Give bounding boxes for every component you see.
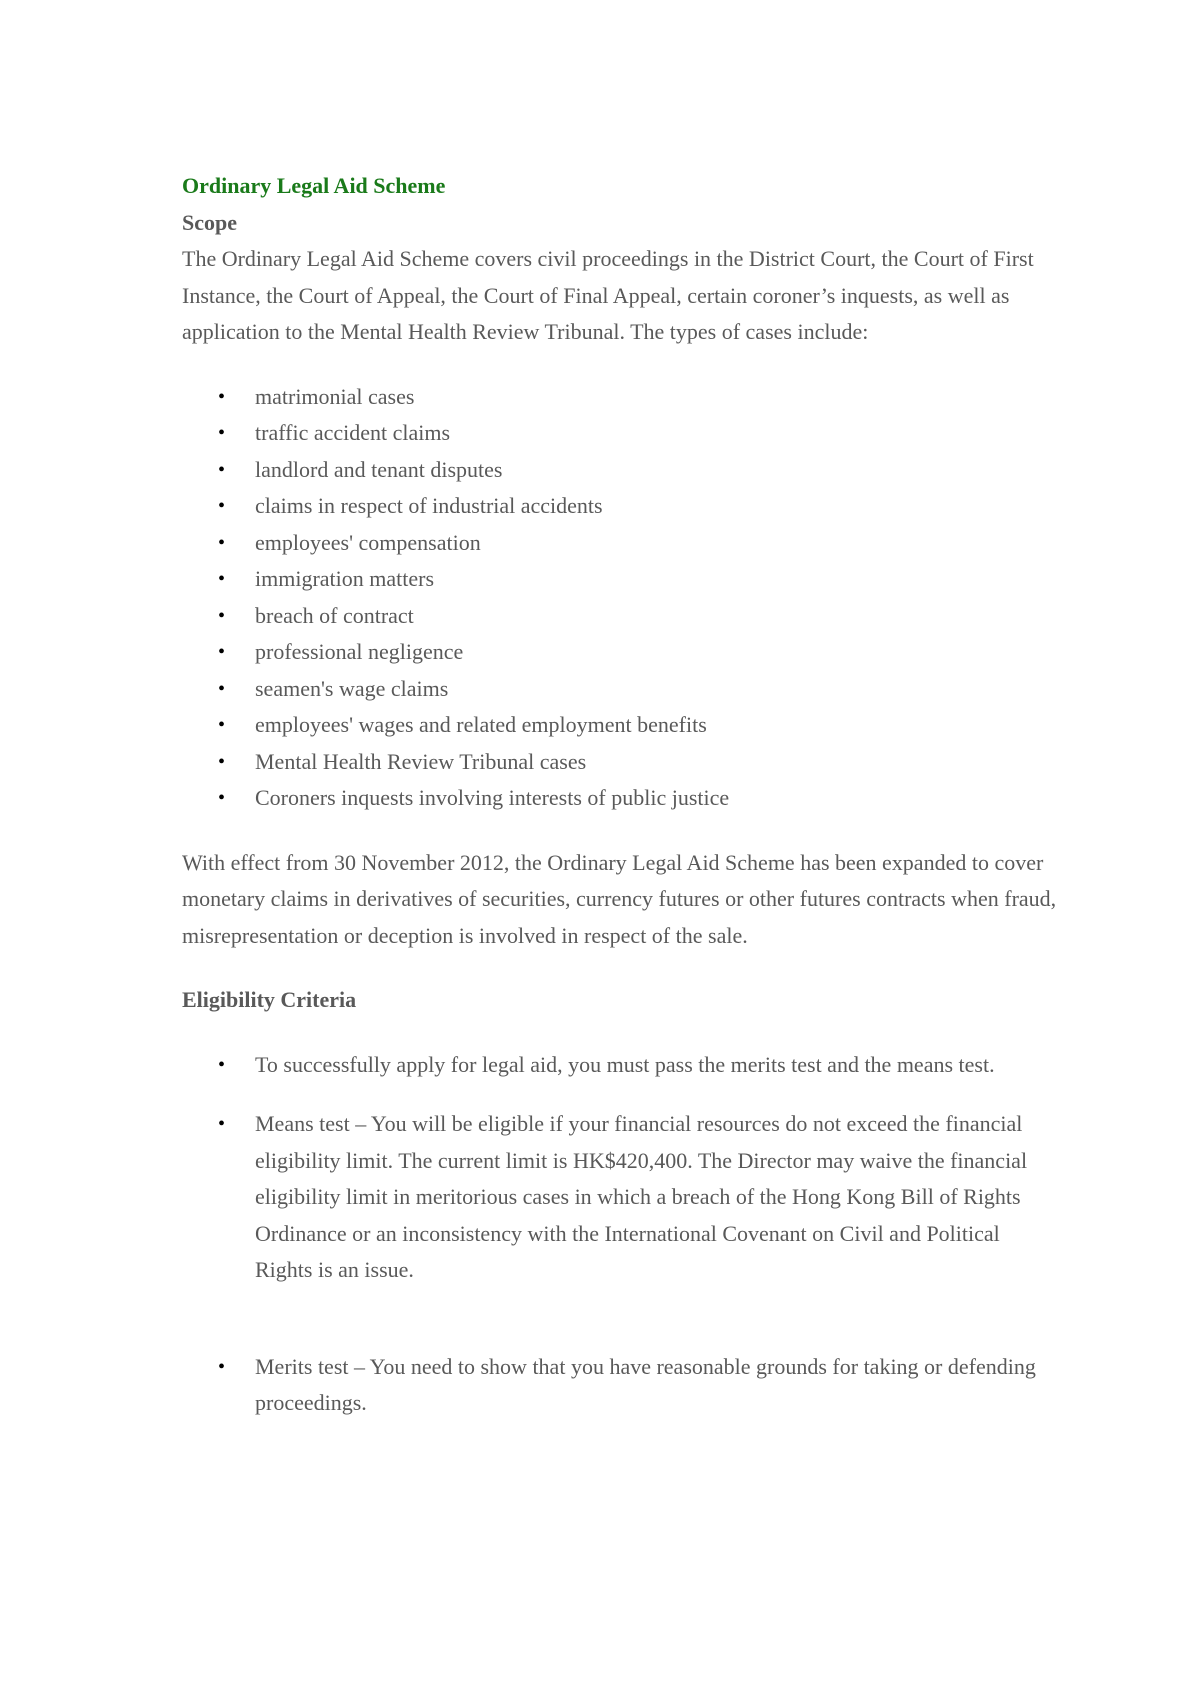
list-item-text: breach of contract (255, 602, 414, 628)
list-item-text: Mental Health Review Tribunal cases (255, 748, 587, 774)
bullet-icon: • (218, 568, 226, 590)
list-item (182, 1047, 1062, 1084)
eligibility-list (182, 1047, 1062, 1422)
list-item-text: professional negligence (255, 639, 464, 664)
bullet-icon: • (218, 677, 226, 700)
list-item (182, 415, 1062, 452)
bullet-icon: • (218, 641, 226, 663)
list-item-text: Merits test – You need to show that you have reasonable grounds for taking or defending proceedings. (255, 1353, 1036, 1415)
list-item (182, 561, 1062, 598)
bullet-icon: • (218, 604, 226, 627)
list-item-text: Means test – You will be eligible if your financial resources do not exceed the financial eligibility limit. The current limit is HK$420,400. The Director may waive the financial eligibility limit in meritorious cases in which a breach of the Hong Kong Bill of Rights Ordinance or an inconsistency with the International Covenant on Civil and Political Rights is an issue. (255, 1111, 1028, 1282)
bullet-icon: • (218, 531, 226, 554)
list-item (182, 452, 1062, 489)
list-item-text: To successfully apply for legal aid, you must pass the merits test and the means test. (255, 1051, 995, 1077)
bullet-icon: • (218, 1113, 226, 1135)
bullet-icon: • (218, 385, 226, 408)
case-types-list (182, 379, 1062, 817)
list-item-text: immigration matters (255, 566, 435, 591)
list-item-text: seamen's wage claims (255, 675, 449, 701)
list-item (182, 671, 1062, 708)
list-item-text: Coroners inquests involving interests of public justice (255, 785, 730, 810)
scope-paragraph: The Ordinary Legal Aid Scheme covers civil proceedings in the District Court, the Court of First Instance, the Court of Appeal, the Court of Final Appeal, certain coroner’s inquests, as well as application to the Mental Health Review Tribunal. The types of cases include: (182, 246, 1034, 344)
bullet-icon: • (218, 458, 226, 481)
list-item (182, 780, 1062, 817)
list-item-text: traffic accident claims (255, 420, 451, 445)
document-title: Ordinary Legal Aid Scheme (182, 173, 446, 198)
list-item (182, 525, 1062, 562)
bullet-icon: • (218, 714, 226, 736)
list-item (182, 488, 1062, 525)
eligibility-heading: Eligibility Criteria (182, 987, 357, 1012)
list-item (182, 744, 1062, 781)
list-item-text: employees' compensation (255, 529, 481, 555)
scope-heading: Scope (182, 209, 237, 235)
bullet-icon: • (218, 422, 226, 444)
list-item-text: employees' wages and related employment benefits (255, 712, 707, 737)
bullet-icon: • (218, 1355, 226, 1378)
list-item-text: claims in respect of industrial accidents (255, 493, 603, 518)
list-item-text: matrimonial cases (255, 383, 415, 409)
list-item (182, 634, 1062, 671)
list-item (182, 1349, 1062, 1422)
list-item-text: landlord and tenant disputes (255, 456, 503, 482)
expansion-paragraph: With effect from 30 November 2012, the Ordinary Legal Aid Scheme has been expanded to cover monetary claims in derivatives of securities, currency futures or other futures contracts when fraud, misrepresentation or deception is involved in respect of the sale. (182, 849, 1057, 948)
list-item (182, 598, 1062, 635)
bullet-icon: • (218, 750, 226, 773)
list-item (182, 379, 1062, 416)
bullet-icon: • (218, 1053, 226, 1076)
list-item (182, 707, 1062, 744)
list-item (182, 1106, 1062, 1289)
document-page (182, 168, 1062, 1422)
bullet-icon: • (218, 787, 226, 809)
bullet-icon: • (218, 495, 226, 517)
